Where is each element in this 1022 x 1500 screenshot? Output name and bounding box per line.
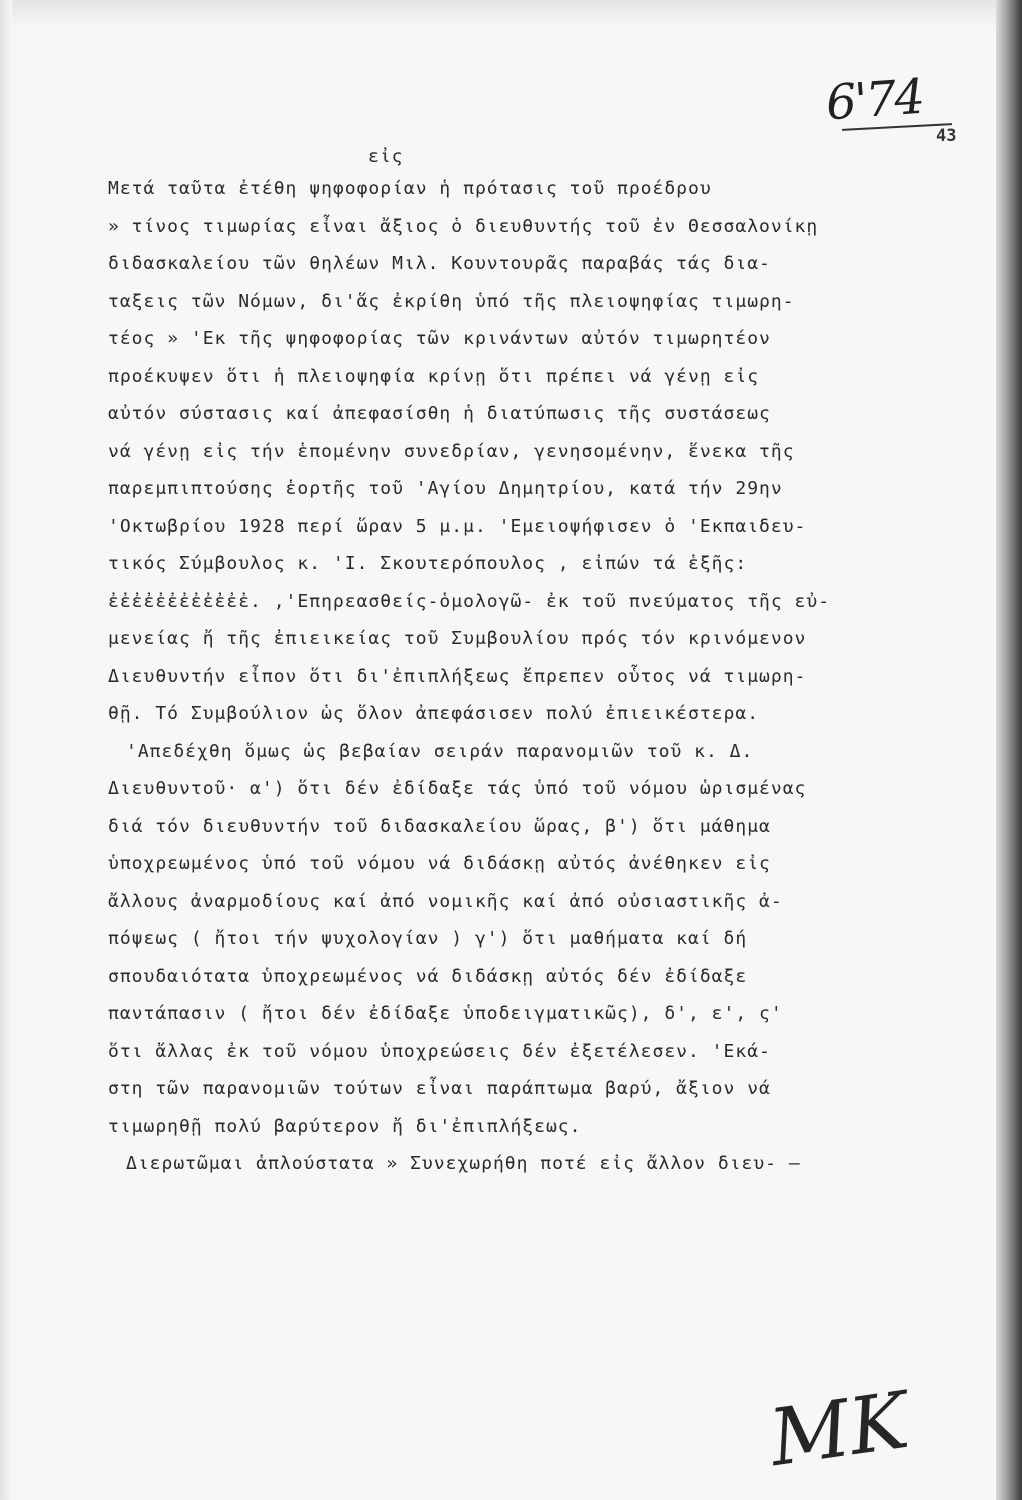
text-line: 'Απεδέχθη ὅμως ὡς βεβαίαν σειράν παρανομιῶν τοῦ κ. Δ. (126, 740, 754, 762)
text-line: θῇ. Τό Συμβούλιον ὡς ὅλον ἀπεφάσισεν πολύ ἐπιεικέστερα. (108, 703, 760, 724)
text-line: τέος » 'Εκ τῆς ψηφοφορίας τῶν κρινάντων αὐτόν τιμωρητέον (108, 328, 771, 349)
text-line: διά τόν διευθυντήν τοῦ διδασκαλείου ὥρας, β') ὅτι μάθημα (108, 815, 771, 837)
scan-top-edge (0, 0, 1022, 28)
text-line: Διευθυντοῦ· α') ὅτι δέν ἐδίδαξε τάς ὑπό τοῦ νόμου ὡρισμένας (108, 778, 807, 799)
text-line: Διευθυντήν εἶπον ὅτι δι'ἐπιπλήξεως ἔπρεπεν οὗτος νά τιμωρη- (108, 665, 807, 687)
text-line: αὐτόν σύστασις καί ἀπεφασίσθη ἡ διατύπωσις τῆς συστάσεως (108, 403, 771, 424)
text-line: στη τῶν παρανομιῶν τούτων εἶναι παράπτωμα βαρύ, ἄξιον νά (108, 1078, 771, 1099)
text-line: » τίνος τιμωρίας εἶναι ἄξιος ὁ διευθυντής τοῦ ἐν Θεσσαλονίκῃ (108, 215, 819, 237)
text-line: νά γένῃ εἰς τήν ἑπομένην συνεδρίαν, γενησομένην, ἕνεκα τῆς (108, 440, 795, 462)
text-line: ὅτι ἄλλας ἐκ τοῦ νόμου ὑποχρεώσεις δέν ἐξετέλεσεν. 'Εκά- (108, 1040, 771, 1062)
handwritten-initials: ΜΚ (764, 1375, 914, 1485)
text-line: προέκυψεν ὅτι ἡ πλειοψηφία κρίνῃ ὅτι πρέπει νά γένῃ εἰς (108, 365, 760, 387)
text-line: ἐἐἐἐἐἐἐἐἐἐἐἐ. ,'Επηρεασθείς-ὁμολογῶ- ἐκ τοῦ πνεύματος τῆς εὐ- (108, 590, 831, 612)
text-line: πόψεως ( ἤτοι τήν ψυχολογίαν ) γ') ὅτι μαθήματα καί δή (108, 928, 748, 949)
text-line: ἄλλους ἀναρμοδίους καί ἀπό νομικῆς καί ἀπό οὐσιαστικῆς ἀ- (108, 890, 783, 912)
text-line: Διερωτῶμαι ἁπλούστατα » Συνεχωρήθη ποτέ εἰς ἄλλον διευ- — (126, 1153, 801, 1174)
inserted-word: εἰς (368, 146, 404, 167)
text-line: σπουδαιότατα ὑποχρεωμένος νά διδάσκῃ αὐτός δέν ἐδίδαξε (108, 965, 748, 987)
typewritten-text (108, 170, 988, 1183)
text-line: τιμωρηθῇ πολύ βαρύτερον ἤ δι'ἐπιπλήξεως. (108, 1115, 582, 1137)
text-line: ὑποχρεωμένος ὑπό τοῦ νόμου νά διδάσκῃ αὐτός ἀνέθηκεν εἰς (108, 853, 771, 874)
scan-left-edge (0, 0, 12, 1500)
handwritten-reference: 6'74 (824, 68, 925, 132)
text-line: τικός Σύμβουλος κ. 'Ι. Σκουτερόπουλος , εἰπών τά ἑξῆς: (108, 553, 748, 574)
text-line: διδασκαλείου τῶν θηλέων Μιλ. Κουντουρᾶς παραβάς τάς δια- (108, 253, 771, 274)
text-line: Μετά ταῦτα ἐτέθη ψηφοφορίαν ἡ πρότασις τοῦ προέδρου (108, 178, 712, 199)
text-line: 'Οκτωβρίου 1928 περί ὥραν 5 μ.μ. 'Εμειοψήφισεν ὁ 'Εκπαιδευ- (108, 515, 807, 537)
scan-right-edge (996, 0, 1022, 1500)
page-number: 43 (936, 126, 957, 146)
text-line: ταξεις τῶν Νόμων, δι'ἅς ἐκρίθη ὑπό τῆς πλειοψηφίας τιμωρη- (108, 290, 795, 312)
text-line: παντάπασιν ( ἤτοι δέν ἐδίδαξε ὑποδειγματικῶς), δ', ε', ς' (108, 1003, 783, 1024)
text-line: μενείας ἤ τῆς ἐπιεικείας τοῦ Συμβουλίου πρός τόν κρινόμενον (108, 628, 807, 649)
text-line: παρεμπιπτούσης ἑορτῆς τοῦ 'Αγίου Δημητρίου, κατά τήν 29ην (108, 478, 783, 499)
